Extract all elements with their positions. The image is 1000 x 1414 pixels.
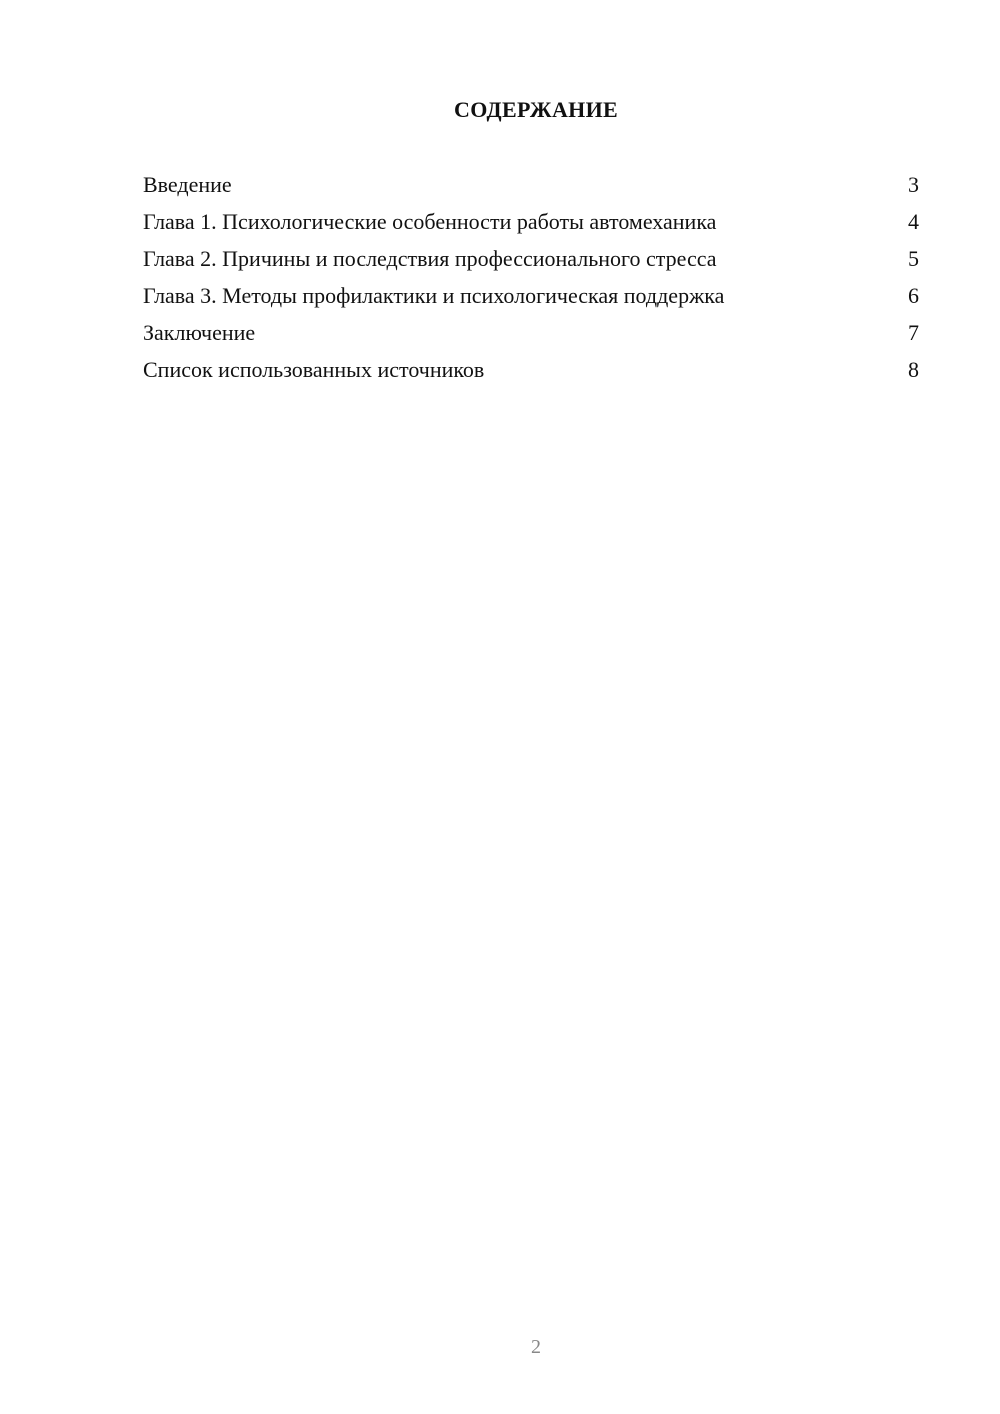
- toc-entry-chapter-1: [143, 207, 919, 244]
- toc-entry-title: Глава 2. Причины и последствия профессионального стресса: [143, 246, 717, 271]
- toc-entry-title: Глава 1. Психологические особенности работы автомеханика: [143, 209, 717, 234]
- toc-entry-page: 8: [908, 357, 919, 382]
- toc-entry-page: 3: [908, 172, 919, 197]
- toc-entry-page: 7: [908, 320, 919, 345]
- toc-entry-title: Заключение: [143, 320, 256, 345]
- toc-entry-page: 6: [908, 283, 919, 308]
- toc-entry-introduction: [143, 170, 919, 207]
- toc-entry-title: Глава 3. Методы профилактики и психологическая поддержка: [143, 283, 725, 308]
- toc-entry-references: [143, 355, 919, 392]
- toc-entry-chapter-2: [143, 244, 919, 281]
- table-of-contents: [143, 170, 919, 392]
- toc-entry-page: 5: [908, 246, 919, 271]
- page-number: 2: [531, 1336, 541, 1358]
- toc-entry-title: Список использованных источников: [143, 357, 485, 382]
- toc-heading: СОДЕРЖАНИЕ: [454, 97, 618, 122]
- toc-entry-chapter-3: [143, 281, 919, 318]
- toc-entry-conclusion: [143, 318, 919, 355]
- toc-entry-page: 4: [908, 209, 919, 234]
- toc-entry-title: Введение: [143, 172, 232, 197]
